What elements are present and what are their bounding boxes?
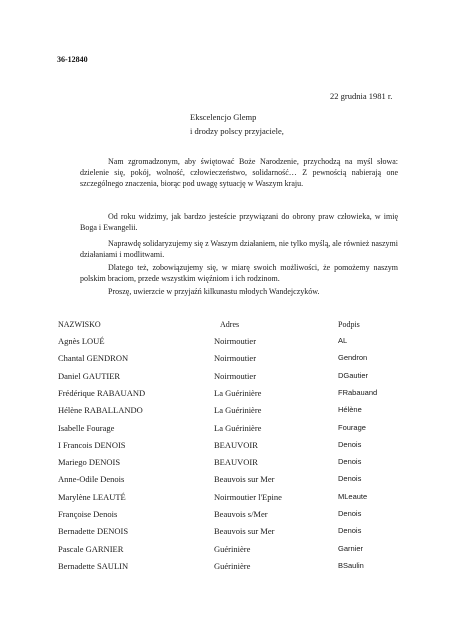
row-name: Frédérique RABAUAND [58, 387, 146, 398]
row-address: BEAUVOIR [214, 457, 258, 468]
signature-mark: Denois [338, 509, 362, 518]
table-row [58, 423, 398, 435]
paragraph-3: Naprawdę solidaryzujemy się z Waszym działaniem, nie tylko myślą, ale również naszymi działaniami i modlitwami. [80, 239, 399, 259]
row-name: Marylène LEAUTÉ [58, 491, 126, 502]
row-address: La Guérinière [214, 422, 262, 433]
header-signature: Podpis [338, 320, 360, 329]
paragraph-5: Proszę, uwierzcie w przyjaźń kilkunastu młodych Wandejczyków. [108, 287, 320, 296]
paragraph-2: Od roku widzimy, jak bardzo jesteście przywiązani do obrony praw człowieka, w imię Boga i Ewangelii. [80, 212, 398, 232]
table-row [58, 509, 398, 521]
row-name: Hélène RABALLANDO [58, 405, 143, 416]
signature-mark: BSaulin [338, 560, 364, 570]
table-row [58, 561, 398, 573]
header-name: NAZWISKO [58, 320, 101, 329]
signature-table-header [58, 320, 398, 332]
row-address: Noirmoutier [214, 353, 257, 364]
table-row [58, 440, 398, 452]
paragraph-1: Nam zgromadzonym, aby świętować Boże Narodzenie, przychodzą na myśl słowa: dzielenie się, pokój, wolność, człowieczeństwo, solidarność… Z pewnością nabierają one szczególnego znaczenia, biorąc pod uwagę sytuację w Waszym kraju. [80, 157, 398, 188]
row-address: Guérinière [214, 543, 251, 554]
table-row [58, 336, 398, 348]
letter-date: 22 grudnia 1981 r. [330, 91, 393, 101]
row-name: Anne-Odile Denois [58, 474, 125, 485]
row-address: Noirmoutier l'Epine [214, 491, 282, 502]
row-name: I Francois DENOIS [58, 439, 126, 450]
signature-mark: Denois [338, 457, 362, 467]
table-row [58, 457, 398, 469]
row-address: Beauvois sur Mer [214, 526, 275, 537]
row-name: Bernadette SAULIN [58, 560, 129, 571]
row-name: Pascale GARNIER [58, 543, 124, 554]
row-name: Françoise Denois [58, 509, 118, 519]
signature-mark: MLeaute [338, 491, 368, 501]
row-address: Noirmoutier [214, 336, 257, 346]
signature-mark: Garnier [338, 543, 364, 553]
row-address: Noirmoutier [214, 370, 257, 381]
row-name: Bernadette DENOIS [58, 526, 129, 537]
table-row [58, 474, 398, 486]
row-address: La Guérinière [214, 387, 262, 398]
row-name: Isabelle Fourage [58, 422, 115, 433]
table-row [58, 371, 398, 383]
document-reference: 36-12840 [57, 55, 88, 64]
table-row [58, 526, 398, 538]
row-name: Agnès LOUÉ [58, 336, 105, 346]
table-row [58, 388, 398, 400]
signature-mark: Hélène [338, 405, 362, 415]
table-row [58, 353, 398, 365]
salutation-line-1: Ekscelencjo Glemp [190, 112, 257, 122]
paragraph-4: Dlatego też, zobowiązujemy się, w miarę swoich możliwości, że pomożemy naszym polskim braciom, przede wszystkim więźniom i ich rodzinom. [80, 263, 398, 283]
row-address: Beauvois s/Mer [214, 509, 268, 519]
signature-mark: Gendron [338, 353, 368, 363]
table-row [58, 544, 398, 556]
row-name: Chantal GENDRON [58, 353, 129, 364]
signature-mark: AL [338, 336, 348, 345]
signature-mark: DGautier [338, 370, 369, 380]
header-address: Adres [220, 320, 240, 329]
signature-mark: Fourage [338, 422, 366, 432]
row-name: Daniel GAUTIER [58, 370, 121, 381]
signature-mark: FRabauand [338, 387, 378, 397]
signature-mark: Denois [338, 526, 362, 536]
row-address: Guérinière [214, 560, 251, 571]
table-row [58, 405, 398, 417]
salutation-line-2: i drodzy polscy przyjaciele, [190, 126, 284, 136]
row-address: Beauvois sur Mer [214, 474, 275, 485]
row-address: BEAUVOIR [214, 439, 258, 450]
row-address: La Guérinière [214, 405, 262, 416]
signature-mark: Denois [338, 439, 362, 449]
signature-mark: Denois [338, 474, 362, 484]
table-row [58, 492, 398, 504]
row-name: Mariego DENOIS [58, 457, 121, 468]
